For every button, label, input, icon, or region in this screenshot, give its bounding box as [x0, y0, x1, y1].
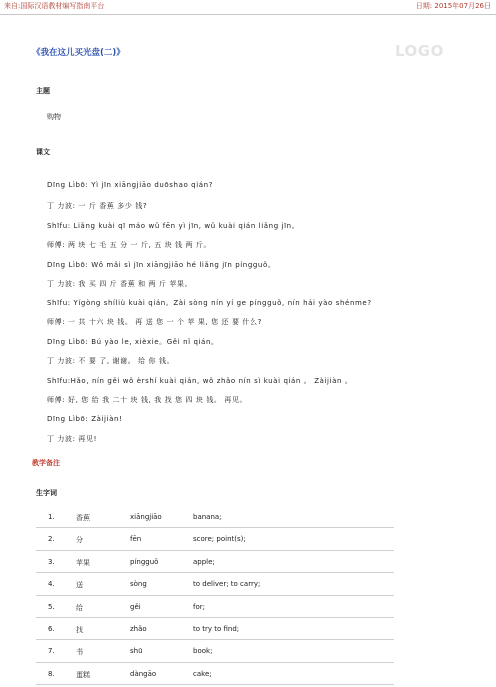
page-header — [0, 0, 496, 15]
dialogue-line: 丁 力波: 我 买 四 斤 香蕉 和 两 斤 苹果。 — [47, 280, 193, 288]
vocab-pinyin: xiāngjiāo — [130, 513, 162, 521]
dialogue-line: Shīfu: Liǎng kuài qī máo wǔ fēn yì jīn, wǔ kuài qián liǎng jīn。 — [47, 222, 300, 230]
vocab-hanzi: 分 — [76, 536, 83, 545]
vocab-row — [36, 551, 394, 573]
dialogue-line: 丁 力波: 一 斤 香蕉 多少 钱? — [47, 202, 148, 210]
dialogue-line: 师傅: 两 块 七 毛 五 分 一 斤, 五 块 钱 两 斤。 — [47, 241, 212, 249]
vocab-pinyin: fēn — [130, 535, 142, 544]
vocab-english: banana; — [193, 513, 222, 521]
vocab-pinyin: gěi — [130, 602, 141, 611]
vocab-number: 7. — [48, 647, 55, 656]
vocab-row — [36, 596, 394, 618]
vocab-number: 4. — [48, 580, 55, 589]
vocab-hanzi: 找 — [76, 625, 83, 634]
vocab-number: 1. — [48, 513, 55, 521]
vocab-english: for; — [193, 602, 205, 611]
dialogue-line: Dīng Lìbō: Bú yào le, xièxie。Gěi nǐ qián。 — [47, 338, 219, 346]
dialogue-line: 丁 力波: 再见! — [47, 435, 98, 443]
vocab-number: 5. — [48, 602, 55, 611]
vocab-number: 2. — [48, 535, 55, 544]
dialogue-line: Dīng Lìbō: Wǒ mǎi sì jīn xiāngjiāo hé liǎng jīn píngguǒ。 — [47, 261, 276, 269]
vocab-row — [36, 573, 394, 595]
date-label: 日期: 2015年07月26日 — [415, 2, 491, 10]
source-label: 来自:国际汉语教材编写指南平台 — [4, 2, 105, 10]
vocab-hanzi: 书 — [76, 648, 83, 657]
vocab-number: 3. — [48, 557, 55, 566]
teaching-notes-heading: 教学备注 — [32, 459, 60, 467]
dialogue-line: Dīng Lìbō: Zàijiàn! — [47, 415, 123, 423]
vocab-hanzi: 苹果 — [76, 558, 90, 567]
vocab-number: 8. — [48, 669, 55, 678]
vocab-row — [36, 663, 394, 685]
vocab-hanzi: 送 — [76, 581, 83, 590]
theme-heading: 主题 — [36, 87, 50, 95]
vocab-row — [36, 618, 394, 640]
vocabulary-table — [36, 506, 394, 685]
text-heading: 课文 — [36, 148, 50, 156]
lesson-title: 《我在这儿买光盘(二)》 — [32, 48, 125, 58]
theme-text: 购物 — [47, 113, 61, 121]
vocab-pinyin: zhǎo — [130, 624, 147, 633]
vocab-number: 6. — [48, 624, 55, 633]
vocab-hanzi: 香蕉 — [76, 514, 90, 522]
vocab-row — [36, 506, 394, 528]
dialogue-line: Dīng Lìbō: Yì jīn xiāngjiāo duōshao qián? — [47, 181, 214, 189]
vocab-english: book; — [193, 647, 213, 656]
vocabulary-heading: 生字词 — [36, 489, 57, 497]
vocab-english: to try to find; — [193, 624, 240, 633]
vocab-english: apple; — [193, 557, 215, 566]
dialogue-line: Shīfu:Hǎo, nín gěi wǒ èrshí kuài qián, wǒ zhǎo nín sì kuài qián 。 Zàijiàn 。 — [47, 377, 353, 385]
vocab-english: to deliver; to carry; — [193, 580, 261, 589]
logo: LOGO — [395, 42, 444, 60]
vocab-row — [36, 640, 394, 662]
vocab-english: score; point(s); — [193, 535, 246, 544]
vocab-hanzi: 蛋糕 — [76, 670, 90, 679]
dialogue-line: 丁 力波: 不 要 了, 谢谢。 给 你 钱。 — [47, 357, 175, 365]
vocab-pinyin: sòng — [130, 580, 147, 589]
vocab-row — [36, 528, 394, 550]
vocab-pinyin: píngguǒ — [130, 557, 159, 566]
dialogue-line: 师傅: 好, 您 给 我 二十 块 钱, 我 找 您 四 块 钱。 再见。 — [47, 396, 248, 404]
dialogue-line: Shīfu: Yígòng shíliù kuài qián。Zài sòng nín yí ge píngguǒ, nín hái yào shénme? — [47, 299, 372, 307]
vocab-hanzi: 给 — [76, 603, 83, 612]
vocab-pinyin: shū — [130, 647, 143, 656]
vocab-english: cake; — [193, 669, 212, 678]
vocab-pinyin: dàngāo — [130, 669, 157, 678]
dialogue-line: 师傅: 一 共 十六 块 钱。 再 送 您 一 个 苹 果, 您 还 要 什么? — [47, 318, 262, 326]
